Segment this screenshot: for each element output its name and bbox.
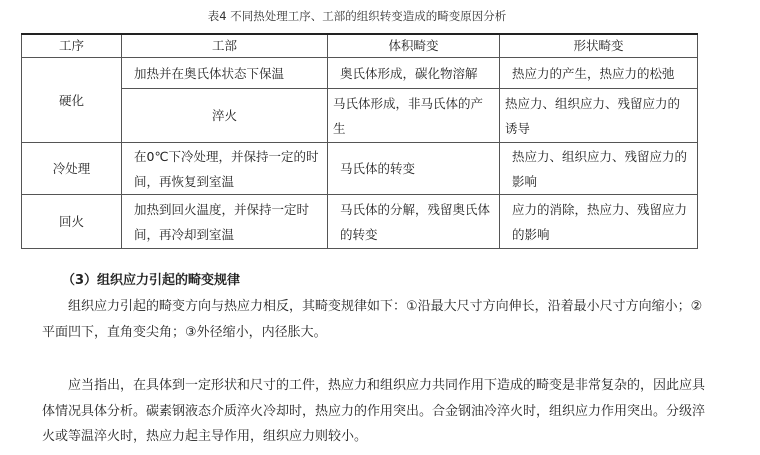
header-step: 工部 [122, 34, 328, 58]
cell-volume: 马氏体的分解，残留奥氏体的转变 [328, 195, 500, 249]
cell-shape: 热应力的产生，热应力的松弛 [500, 58, 698, 89]
cell-process: 冷处理 [22, 143, 122, 195]
cell-volume: 奥氏体形成，碳化物溶解 [328, 58, 500, 89]
cell-step: 加热并在奥氏体状态下保温 [122, 58, 328, 89]
table-header-row [22, 34, 698, 58]
cell-process: 回火 [22, 195, 122, 249]
cell-shape: 热应力、组织应力、残留应力的诱导 [500, 89, 698, 143]
cell-process: 硬化 [22, 58, 122, 143]
table-row [22, 58, 698, 89]
distortion-table [21, 33, 698, 249]
cell-shape: 热应力、组织应力、残留应力的影响 [500, 143, 698, 195]
table-row [22, 89, 698, 143]
paragraph: 组织应力引起的畸变方向与热应力相反，其畸变规律如下：①沿最大尺寸方向伸长，沿着最小尺寸方向缩小；②平面凹下，直角变尖角；③外径缩小，内径胀大。 [42, 299, 703, 340]
section-heading: （3）组织应力引起的畸变规律 [62, 273, 241, 288]
cell-volume: 马氏体形成，非马氏体的产生 [328, 89, 500, 143]
header-process: 工序 [22, 34, 122, 58]
cell-step: 加热到回火温度，并保持一定时间，再冷却到室温 [122, 195, 328, 249]
header-volume: 体积畸变 [328, 34, 500, 58]
cell-step: 在0℃下冷处理，并保持一定的时间，再恢复到室温 [122, 143, 328, 195]
header-shape: 形状畸变 [500, 34, 698, 58]
paragraph: 应当指出，在具体到一定形状和尺寸的工件，热应力和组织应力共同作用下造成的畸变是非常复杂的，因此应具体情况具体分析。碳素钢液态介质淬火冷却时，热应力的作用突出。合金钢油冷淬火时，组织应力作用突出。分级淬火或等温淬火时，热应力起主导作用，组织应力则较小。 [42, 378, 706, 444]
cell-shape: 应力的消除，热应力、残留应力的影响 [500, 195, 698, 249]
table-caption: 表4 不同热处理工序、工部的组织转变造成的畸变原因分析 [207, 9, 507, 23]
cell-volume: 马氏体的转变 [328, 143, 500, 195]
cell-step: 淬火 [122, 89, 328, 143]
table-row [22, 195, 698, 249]
table-row [22, 143, 698, 195]
